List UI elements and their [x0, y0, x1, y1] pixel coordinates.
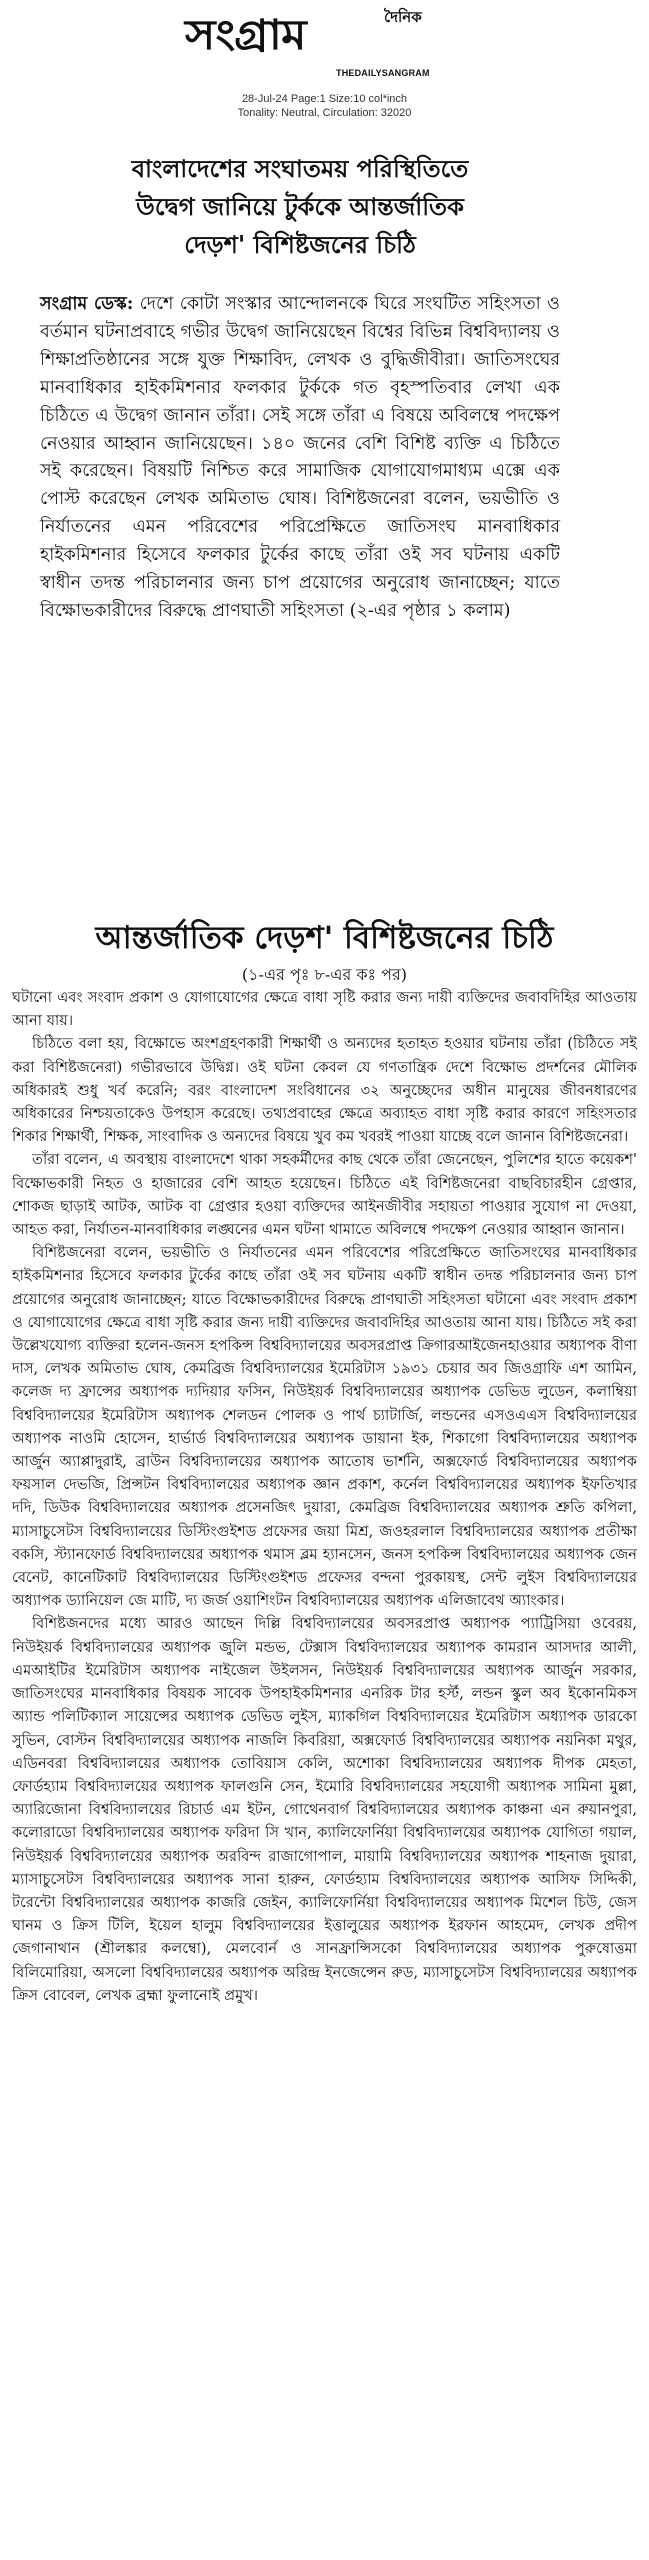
paragraph: বিশিষ্টজনেরা বলেন, ভয়ভীতি ও নির্যাতনের এমন পরিবেশের পরিপ্রেক্ষিতে জাতিসংঘের মানবাধিকার হাইকমিশনার হিসেবে ফলকার টুর্কের কাছে তাঁরা ওই সব ঘটনায় একটি স্বাধীন তদন্ত পরিচালনার জন্য চাপ প্রয়োগের অনুরোধ জানাচ্ছেন; যাতে বিক্ষোভকারীদের বিরুদ্ধে প্রাণঘাতী সহিংসতা ঘটানো এবং সংবাদ প্রকাশ ও যোগাযোগের ক্ষেত্রে বাধা সৃষ্টি করার জন্য দায়ী ব্যক্তিদের জবাবদিহির আওতায় আনা যায়। চিঠিতে সই করা উল্লেখযোগ্য ব্যক্তিরা হলেন-জনস হপকিন্স বিশ্ববিদ্যালয়ের অবসরপ্রাপ্ত ক্রিগারআইজেনহাওয়ার অধ্যাপক বীণা দাস, লেখক অমিতাভ ঘোষ, কেমব্রিজ বিশ্ববিদ্যালয়ের ইমেরিটাস ১৯৩১ চেয়ার অব জিওগ্রাফি এশ আমিন, কলেজ দ্য ফ্রান্সের অধ্যাপক দ্যদিয়ার ফসিন, নিউইয়র্ক বিশ্ববিদ্যালয়ের অধ্যাপক ডেভিড লুডেন, কলাম্বিয়া বিশ্ববিদ্যালয়ের ইমেরিটাস অধ্যাপক শেলডন পোলক ও পার্থ চ্যাটার্জি, লন্ডনের এসওএএস বিশ্ববিদ্যালয়ের অধ্যাপক নাওমি হোসেন, হার্ভার্ড বিশ্ববিদ্যালয়ের অধ্যাপক ডায়ানা ইক, শিকাগো বিশ্ববিদ্যালয়ের অধ্যাপক আর্জুন অ্যাপ্পাদুরাই, ব্রাউন বিশ্ববিদ্যালয়ের অধ্যাপক আতোষ ভার্শনি, অক্সফোর্ড বিশ্ববিদ্যালয়ের অধ্যাপক ফয়সাল দেভজি, প্রিন্সটন বিশ্ববিদ্যালয়ের অধ্যাপক জ্ঞান প্রকাশ, কর্নেল বিশ্ববিদ্যালয়ের অধ্যাপক ইফতিখার দদি, ডিউক বিশ্ববিদ্যালয়ের অধ্যাপক প্রসেনজিৎ দুয়ারা, কেমব্রিজ বিশ্ববিদ্যালয়ের অধ্যাপক শ্রুতি কপিলা, ম্যাসাচুসেটস বিশ্ববিদ্যালয়ের ডিস্টিংগুইশড প্রফেসর জয়া মিশ্র, জওহরলাল বিশ্ববিদ্যালয়ের অধ্যাপক প্রতীক্ষা বকসি, স্ট্যানফোর্ড বিশ্ববিদ্যালয়ের অধ্যাপক থমাস ব্লম হ্যানসেন, জনস হপকিন্স বিশ্ববিদ্যালয়ের অধ্যাপক জেন বেনেট, কানেটিকাট বিশ্ববিদ্যালয়ের ডিস্টিংগুইশড প্রফেসর বন্দনা পুরকায়স্থ, সেন্ট লুইস বিশ্ববিদ্যালয়ের অধ্যাপক ড্যানিয়েল জে মাটি, দ্য জর্জ ওয়াশিংটন বিশ্ববিদ্যালয়ের অধ্যাপক এলিজাবেথ অ্যাংকার। [12, 1244, 637, 1610]
continuation-headline: আন্তর্জাতিক দেড়শ' বিশিষ্টজনের চিঠি [95, 920, 554, 956]
meta-line-1: 28-Jul-24 Page:1 Size:10 col*inch [241, 93, 408, 105]
continuation-subline: (১-এর পৃঃ ৮-এর কঃ পর) [241, 965, 408, 984]
headline-line-2: উদ্বেগ জানিয়ে টুর্ককে আন্তর্জাতিক [136, 192, 464, 221]
lead-text: দেশে কোটা সংস্কার আন্দোলনকে ঘিরে সংঘটিত সহিংসতা ও বর্তমান ঘটনাপ্রবাহে গভীর উদ্বেগ জানিয়েছেন বিশ্বের বিভিন্ন বিশ্ববিদ্যালয় ও শিক্ষাপ্রতিষ্ঠানের সঙ্গে যুক্ত শিক্ষাবিদ, লেখক ও বুদ্ধিজীবীরা। জাতিসংঘের মানবাধিকার হাইকমিশনার ফলকার টুর্ককে গত বৃহস্পতিবার লেখা এক চিঠিতে এ উদ্বেগ জানান তাঁরা। সেই সঙ্গে তাঁরা এ বিষয়ে অবিলম্বে পদক্ষেপ নেওয়ার আহ্বান জানিয়েছেন। ১৪০ জনের বেশি বিশিষ্ট ব্যক্তি এ চিঠিতে সই করেছেন। বিষয়টি নিশ্চিত করে সামাজিক যোগাযোগমাধ্যম এক্সে এক পোস্ট করেছেন লেখক অমিতাভ ঘোষ। বিশিষ্টজনেরা বলেন, ভয়ভীতি ও নির্যাতনের এমন পরিবেশের পরিপ্রেক্ষিতে জাতিসংঘ মানবাধিকার হাইকমিশনার হিসেবে ফলকার টুর্কের কাছে তাঁরা ওই সব ঘটনায় একটি স্বাধীন তদন্ত পরিচালনার জন্য চাপ প্রয়োগের অনুরোধ জানাচ্ছেন; যাতে বিক্ষোভকারীদের বিরুদ্ধে প্রাণঘাতী সহিংসতা [40, 294, 560, 621]
paragraph: বিশিষ্টজনদের মধ্যে আরও আছেন দিল্লি বিশ্ববিদ্যালয়ের অবসরপ্রাপ্ত অধ্যাপক প্যাট্রিসিয়া ওবেরয়, নিউইয়র্ক বিশ্ববিদ্যালয়ের অধ্যাপক জুলি মন্ডভ, টেক্সাস বিশ্ববিদ্যালয়ের অধ্যাপক কামরান আসদার আলী, এমআইটির ইমেরিটাস অধ্যাপক নাইজেল উইলসন, নিউইয়র্ক বিশ্ববিদ্যালয়ের অধ্যাপক আর্জুন সরকার, জাতিসংঘের মানবাধিকার বিষয়ক সাবেক উপহাইকমিশনার এনরিক টার হর্স্ট, লন্ডন স্কুল অব ইকোনমিকস অ্যান্ড পলিটিক্যাল সায়েন্সের অধ্যাপক ডেভিড লুইস, ম্যাকগিল বিশ্ববিদ্যালয়ের ইমেরিটাস অধ্যাপক ডারকো সুভিন, বোস্টন বিশ্ববিদ্যালয়ের অধ্যাপক নাজলি কিবরিয়া, অক্সফোর্ড বিশ্ববিদ্যালয়ের অধ্যাপক নয়নিকা মথুর, এডিনবরা বিশ্ববিদ্যালয়ের অধ্যাপক তোবিয়াস কেলি, অশোকা বিশ্ববিদ্যালয়ের অধ্যাপক দীপক মেহতা, ফোর্ডহ্যাম বিশ্ববিদ্যালয়ের অধ্যাপক ফালগুনি সেন, ইমোরি বিশ্ববিদ্যালয়ের সহযোগী অধ্যাপক সামিনা মুল্লা, অ্যারিজোনা বিশ্ববিদ্যালয়ের রিচার্ড এম ইটন, গোথেনবার্গ বিশ্ববিদ্যালয়ের অধ্যাপক কাঞ্চনা এন রুয়ানপুরা, কলোরাডো বিশ্ববিদ্যালয়ের অধ্যাপক ফরিদা সি খান, ক্যালিফোর্নিয়া বিশ্ববিদ্যালয়ের অধ্যাপক যোগিতা গয়াল, নিউইয়র্ক বিশ্ববিদ্যালয়ের অধ্যাপক অরবিন্দ রাজাগোপাল, মায়ামি বিশ্ববিদ্যালয়ের অধ্যাপক শাহনাজ দুয়ারা, ম্যাসাচুসেটস বিশ্ববিদ্যালয়ের অধ্যাপক সানা হারুন, ফোর্ডহ্যাম বিশ্ববিদ্যালয়ের অধ্যাপক আসিফ সিদ্দিকী, টরেন্টো বিশ্ববিদ্যালয়ের অধ্যাপক কাজরি জেইন, ক্যালিফোর্নিয়া বিশ্ববিদ্যালয়ের অধ্যাপক মিশেল চিউ, জেস ঘানম ও ক্রিস টিলি, ইয়েল হালুম বিশ্ববিদ্যালয়ের ইত্তালুয়ের অধ্যাপক ইরফান আহমেদ, লেখক প্রদীপ জেগানাথান (শ্রীলঙ্কার কলম্বো), মেলবোর্ন ও সানফ্রান্সিসকো বিশ্ববিদ্যালয়ের অধ্যাপক পুরুষোত্তমা বিলিমোরিয়া, অসলো বিশ্ববিদ্যালয়ের অধ্যাপক অরিন্দ্র ইনজেন্সেন রুড, ম্যাসাচুসেটস বিশ্ববিদ্যালয়ের অধ্যাপক ক্রিস বোবেল, লেখক ব্রহ্মা ফুলানোই প্রমুখ। [12, 1615, 637, 2004]
masthead [0, 6, 649, 88]
paragraph: চিঠিতে বলা হয়, বিক্ষোভে অংশগ্রহণকারী শিক্ষার্থী ও অন্যদের হতাহত হওয়ার ঘটনায় তাঁরা (চিঠিতে সই করা বিশিষ্টজনেরা) গভীরভাবে উদ্বিগ্ন। ওই ঘটনা কেবল যে গণতান্ত্রিক দেশে বিক্ষোভ প্রদর্শনের মৌলিক অধিকারই শুধু খর্ব করেনি; বরং বাংলাদেশ সংবিধানের ৩২ অনুচ্ছেদের অধীন মানুষের জীবনধারণের অধিকারের নিশ্চয়তাকেও উপহাস করেছে। তথ্যপ্রবাহের ক্ষেত্রে অব্যাহত বাধা সৃষ্টি করার কারণে সহিংসতার শিকার শিক্ষার্থী, শিক্ষক, সাংবাদিক ও অন্যদের বিষয়ে খুব কম খবরই পাওয়া যাচ্ছে বলে জানান বিশিষ্টজনেরা। [12, 1035, 637, 1146]
logo-small-text: দৈনিক [384, 8, 422, 26]
paragraph: ঘটানো এবং সংবাদ প্রকাশ ও যোগাযোগের ক্ষেত্রে বাধা সৃষ্টি করার জন্য দায়ী ব্যক্তিদের জবাবদিহির আওতায় আনা যায়। [12, 989, 637, 1030]
clipping-meta [0, 92, 649, 120]
logo-subtitle: THEDAILYSANGRAM [336, 68, 430, 78]
headline-line-1: বাংলাদেশের সংঘাতময় পরিস্থিতিতে [131, 154, 469, 183]
newspaper-logo: সংগ্রাম [185, 10, 306, 59]
paragraph: তাঁরা বলেন, এ অবস্থায় বাংলাদেশে থাকা সহকর্মীদের কাছ থেকে তাঁরা জেনেছেন, পুলিশের হাতে কয়েকশ' বিক্ষোভকারী নিহত ও হাজারের বেশি আহত হয়েছেন। চিঠিতে এই বিশিষ্টজনেরা বাছবিচারহীন গ্রেপ্তার, শোকজ ছাড়াই আটক, আটক বা গ্রেপ্তার হওয়া ব্যক্তিদের আইনজীবীর সহায়তা পাওয়ার সুযোগ না দেওয়া, আহত করা, নির্যাতন-মানবাধিকার লঙ্ঘনের এমন ঘটনা থামাতে অবিলম্বে পদক্ষেপ নেওয়ার আহ্বান জানান। [12, 1151, 637, 1239]
jump-note: (২-এর পৃষ্ঠার ১ কলাম) [349, 600, 511, 621]
dateline: সংগ্রাম ডেস্ক: [40, 293, 134, 314]
continuation-body [12, 986, 637, 2007]
lead-article-body [40, 290, 560, 626]
main-headline [40, 150, 560, 264]
meta-line-2: Tonality: Neutral, Circulation: 32020 [237, 107, 412, 119]
headline-line-3: দেড়শ' বিশিষ্টজনের চিঠি [184, 230, 416, 259]
